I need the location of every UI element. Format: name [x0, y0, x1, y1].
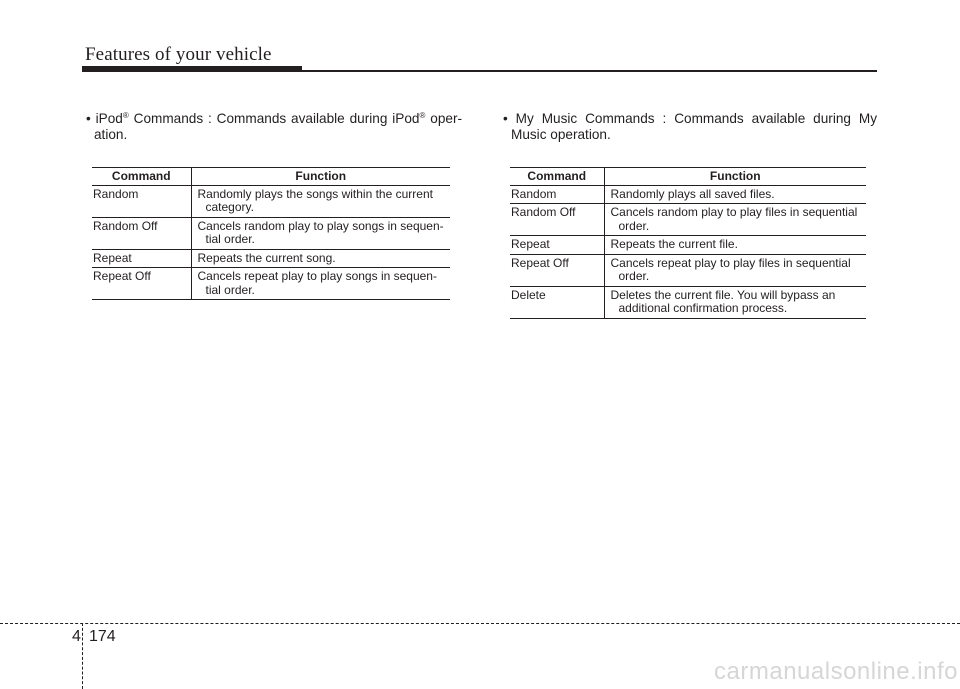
function-text: Cancels repeat play to play songs in sequen-	[197, 269, 437, 283]
ipod-intro-text-b: Commands : Commands available during iPod	[128, 111, 420, 126]
command-cell: Repeat Off	[92, 268, 191, 300]
table-header-row	[92, 168, 450, 186]
table-row	[510, 286, 866, 318]
ipod-intro-line-1	[86, 111, 462, 127]
function-column-header: Function	[191, 168, 450, 186]
function-text-wrap: order.	[618, 269, 650, 283]
function-text-wrap: order.	[618, 218, 650, 233]
ipod-commands-intro	[86, 111, 462, 142]
function-text: Deletes the current file. You will bypass an	[610, 287, 836, 302]
ipod-commands-table	[92, 167, 450, 300]
ipod-intro-line-2: ation.	[94, 126, 128, 142]
table-row	[510, 236, 866, 255]
function-text: Cancels random play to play files in sequential	[610, 205, 858, 219]
command-cell: Random Off	[92, 217, 191, 249]
command-cell: Repeat	[92, 249, 191, 268]
function-column-header: Function	[604, 168, 866, 186]
ipod-intro-text-a: • iPod	[86, 111, 123, 126]
function-cell	[604, 236, 866, 255]
function-text-wrap: additional confirmation process.	[618, 301, 788, 315]
function-cell	[604, 204, 866, 236]
table-row	[92, 249, 450, 268]
command-cell: Repeat Off	[510, 254, 604, 286]
chapter-number: 4	[72, 628, 81, 645]
command-column-header: Command	[510, 168, 604, 186]
my-music-commands-table	[510, 167, 866, 319]
function-text-wrap: category.	[205, 200, 254, 214]
function-text: Cancels repeat play to play files in sequential	[610, 255, 851, 270]
table-row	[92, 217, 450, 249]
header-accent-bar	[82, 66, 302, 72]
function-text: Randomly plays the songs within the current	[197, 186, 433, 201]
watermark: carmanualsonline.info	[714, 658, 958, 685]
table-row	[92, 268, 450, 300]
function-text: Randomly plays all saved files.	[610, 186, 775, 201]
function-cell	[191, 268, 450, 300]
footer-dashed-divider	[82, 623, 83, 689]
my-music-commands-intro	[503, 111, 877, 142]
command-cell: Random	[92, 185, 191, 217]
page-number: 174	[89, 628, 116, 645]
table-header-row	[510, 168, 866, 186]
command-column-header: Command	[92, 168, 191, 186]
music-intro-line-2: Music operation.	[511, 126, 611, 142]
function-cell	[604, 254, 866, 286]
function-text: Repeats the current song.	[197, 250, 336, 265]
command-cell: Repeat	[510, 236, 604, 255]
table-row	[510, 254, 866, 286]
music-intro-line-1: • My Music Commands : Commands available during My	[503, 111, 877, 126]
registered-mark: ®	[122, 111, 129, 120]
page-header-title: Features of your vehicle	[85, 44, 272, 65]
function-text: Repeats the current file.	[610, 237, 738, 251]
function-text-wrap: tial order.	[205, 232, 255, 246]
function-cell	[604, 286, 866, 318]
function-cell	[604, 185, 866, 204]
table-row	[92, 185, 450, 217]
command-cell: Delete	[510, 286, 604, 318]
command-cell: Random Off	[510, 204, 604, 236]
function-cell	[191, 185, 450, 217]
table-row	[510, 204, 866, 236]
function-cell	[191, 217, 450, 249]
function-text: Cancels random play to play songs in sequen-	[197, 218, 444, 233]
table-row	[510, 185, 866, 204]
function-cell	[191, 249, 450, 268]
command-cell: Random	[510, 185, 604, 204]
header-rule	[302, 70, 877, 72]
ipod-intro-text-c: oper-	[425, 111, 463, 126]
registered-mark: ®	[419, 111, 426, 120]
footer-dashed-rule	[0, 623, 960, 624]
function-text-wrap: tial order.	[205, 282, 255, 297]
